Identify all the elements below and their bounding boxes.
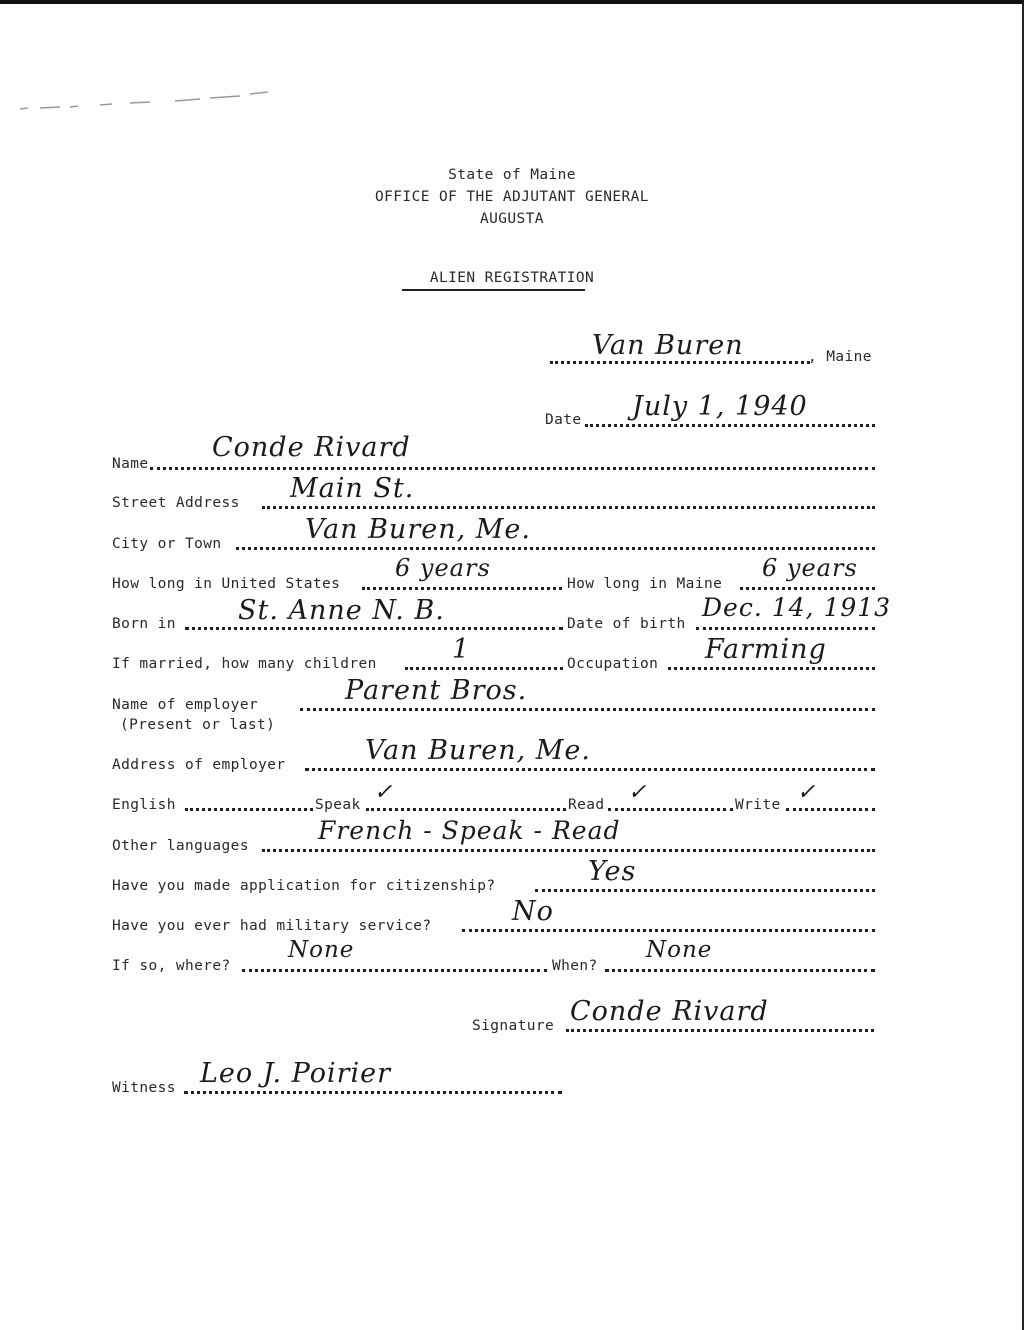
when-label: When? [552, 958, 598, 974]
read-value: ✓ [628, 780, 648, 805]
speak-label: Speak [315, 797, 361, 813]
english-label: English [112, 797, 176, 813]
where-label: If so, where? [112, 958, 231, 974]
occupation-label: Occupation [567, 656, 659, 672]
name-dots [150, 467, 875, 470]
speak-value: ✓ [374, 780, 394, 805]
military-dots [462, 929, 875, 932]
date-value: July 1, 1940 [632, 391, 808, 422]
other-languages-label: Other languages [112, 838, 249, 854]
military-label: Have you ever had military service? [112, 918, 432, 934]
form-title: ALIEN REGISTRATION [429, 270, 595, 286]
street-value: Main St. [290, 473, 415, 504]
witness-dots [184, 1091, 562, 1094]
born-label: Born in [112, 616, 176, 632]
when-value: None [646, 937, 713, 963]
citizenship-value: Yes [588, 856, 637, 887]
signature-label: Signature [472, 1018, 555, 1034]
employer-address-dots [305, 768, 875, 771]
write-value: ✓ [797, 780, 817, 805]
children-label: If married, how many children [112, 656, 377, 672]
name-value: Conde Rivard [212, 432, 411, 463]
children-value: 1 [452, 634, 471, 665]
employer-sublabel: (Present or last) [120, 717, 276, 733]
other-languages-dots [262, 849, 875, 852]
header-city: AUGUSTA [480, 211, 544, 227]
maine-years-label: How long in Maine [567, 576, 723, 592]
header-office: OFFICE OF THE ADJUTANT GENERAL [375, 189, 649, 205]
date-dots [585, 424, 875, 427]
place-dots [550, 361, 810, 364]
city-dots [236, 547, 875, 550]
read-label: Read [568, 797, 605, 813]
occupation-value: Farming [705, 634, 827, 665]
street-dots [262, 506, 875, 509]
signature-dots [566, 1029, 874, 1032]
title-underline [402, 289, 585, 291]
scan-specks [0, 4, 300, 124]
name-label: Name [112, 456, 149, 472]
city-value: Van Buren, Me. [305, 514, 531, 545]
citizenship-label: Have you made application for citizenship? [112, 878, 496, 894]
children-dots [405, 667, 563, 670]
witness-value: Leo J. Poirier [200, 1058, 392, 1089]
employer-dots [300, 708, 875, 711]
write-dots [786, 808, 875, 811]
header-state: State of Maine [448, 167, 576, 183]
employer-address-value: Van Buren, Me. [365, 735, 591, 766]
military-value: No [512, 896, 554, 927]
maine-years-value: 6 years [762, 554, 858, 582]
witness-label: Witness [112, 1080, 176, 1096]
write-label: Write [735, 797, 781, 813]
english-dots [185, 808, 313, 811]
us-years-dots [362, 587, 562, 590]
occupation-dots [668, 667, 875, 670]
where-dots [242, 969, 547, 972]
born-value: St. Anne N. B. [238, 595, 445, 626]
maine-years-dots [740, 587, 875, 590]
date-label: Date [545, 412, 582, 428]
read-dots [608, 808, 733, 811]
place-suffix: , Maine [808, 349, 872, 365]
city-label: City or Town [112, 536, 222, 552]
employer-value: Parent Bros. [345, 675, 528, 706]
dob-value: Dec. 14, 1913 [702, 593, 892, 622]
where-value: None [288, 937, 355, 963]
citizenship-dots [535, 889, 875, 892]
dob-label: Date of birth [567, 616, 686, 632]
dob-dots [696, 627, 875, 630]
place-value: Van Buren [592, 330, 744, 361]
when-dots [605, 969, 875, 972]
street-label: Street Address [112, 495, 240, 511]
speak-dots [366, 808, 566, 811]
other-languages-value: French - Speak - Read [318, 816, 621, 845]
employer-label: Name of employer [112, 697, 259, 713]
us-years-value: 6 years [395, 554, 491, 582]
born-dots [185, 627, 563, 630]
us-years-label: How long in United States [112, 576, 341, 592]
signature-value: Conde Rivard [570, 996, 769, 1027]
employer-address-label: Address of employer [112, 757, 286, 773]
